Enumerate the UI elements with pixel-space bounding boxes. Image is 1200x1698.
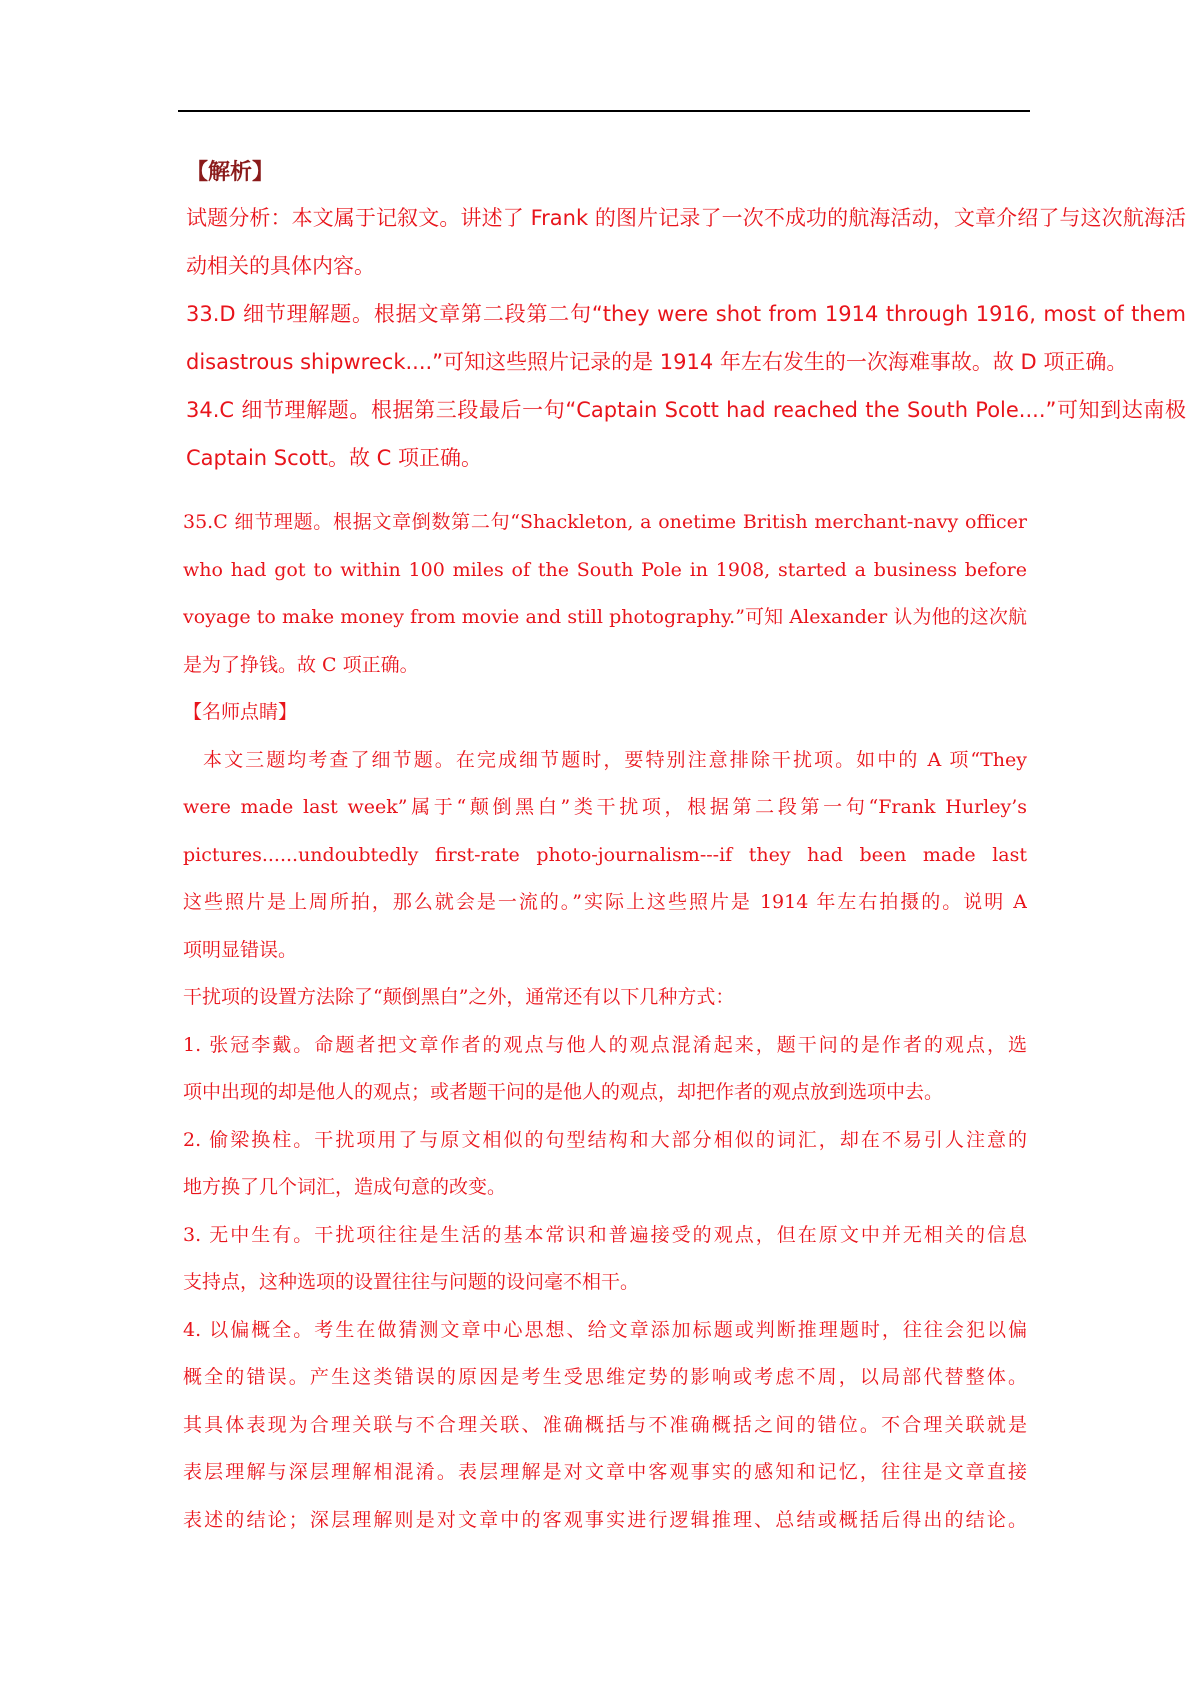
answer-35-line: voyage to make money from movie and still photography.”可知 Alexander 认为他的这次航 <box>183 606 1027 628</box>
analysis-line: 动相关的具体内容。 <box>186 254 375 278</box>
distractor-item-2-line: 地方换了几个词汇，造成句意的改变。 <box>183 1176 507 1198</box>
tips-paragraph-line: pictures......undoubtedly first-rate photo-journalism---if they had been made last <box>183 843 1027 866</box>
distractor-item-2-line: 2. 偷梁换柱。干扰项用了与原文相似的句型结构和大部分相似的词汇，却在不易引人注意的 <box>183 1128 1027 1151</box>
distractor-item-1-line: 项中出现的却是他人的观点；或者题干问的是他人的观点，却把作者的观点放到选项中去。 <box>183 1081 944 1103</box>
answer-35-line: 35.C 细节理题。根据文章倒数第二句“Shackleton, a onetime British merchant-navy officer <box>183 511 1027 533</box>
answer-34-line: Captain Scott。故 C 项正确。 <box>186 446 482 470</box>
tips-paragraph-line: 项明显错误。 <box>183 938 298 961</box>
distractor-intro-line: 干扰项的设置方法除了“颠倒黑白”之外，通常还有以下几种方式： <box>183 986 735 1008</box>
answer-35-line: 是为了挣钱。故 C 项正确。 <box>183 653 419 676</box>
analysis-line: 试题分析：本文属于记叙文。讲述了 Frank 的图片记录了一次不成功的航海活动，文章介绍了与这次航海活 <box>186 206 1186 230</box>
distractor-item-4-line: 其具体表现为合理关联与不合理关联、准确概括与不准确概括之间的错位。不合理关联就是 <box>183 1413 1027 1436</box>
teacher-tips-heading: 【名师点睛】 <box>183 701 298 723</box>
distractor-item-4-line: 表述的结论；深层理解则是对文章中的客观事实进行逻辑推理、总结或概括后得出的结论。 <box>183 1508 1027 1531</box>
explanation-body <box>183 499 1027 1544</box>
distractor-item-4-line: 概全的错误。产生这类错误的原因是考生受思维定势的影响或考虑不周，以局部代替整体。 <box>183 1366 1027 1388</box>
distractor-item-1-line: 1. 张冠李戴。命题者把文章作者的观点与他人的观点混淆起来，题干问的是作者的观点，选 <box>183 1033 1027 1056</box>
analysis-heading: 【解析】 <box>186 160 275 185</box>
answer-33-line: 33.D 细节理解题。根据文章第二段第二句“they were shot from 1914 through 1916, most of them <box>186 302 1186 326</box>
answer-33-line: disastrous shipwreck....”可知这些照片记录的是 1914 年左右发生的一次海难事故。故 D 项正确。 <box>186 350 1128 374</box>
tips-paragraph-line: 这些照片是上周所拍，那么就会是一流的。”实际上这些照片是 1914 年左右拍摄的。说明 A <box>183 891 1027 913</box>
answer-35-line: who had got to within 100 miles of the South Pole in 1908, started a business before <box>183 558 1027 581</box>
tips-paragraph-line: 本文三题均考查了细节题。在完成细节题时，要特别注意排除干扰项。如中的 A 项“They <box>203 748 1027 771</box>
distractor-item-4-line: 4. 以偏概全。考生在做猜测文章中心思想、给文章添加标题或判断推理题时，往往会犯以偏 <box>183 1318 1027 1341</box>
tips-paragraph-line: were made last week”属于“颠倒黑白”类干扰项，根据第二段第一句“Frank Hurley’s <box>183 796 1027 818</box>
distractor-item-3-line: 3. 无中生有。干扰项往往是生活的基本常识和普遍接受的观点，但在原文中并无相关的信息 <box>183 1223 1027 1246</box>
distractor-item-4-line: 表层理解与深层理解相混淆。表层理解是对文章中客观事实的感知和记忆，往往是文章直接 <box>183 1461 1027 1483</box>
distractor-item-3-line: 支持点，这种选项的设置往往与问题的设问毫不相干。 <box>183 1271 640 1293</box>
analysis-scan-block <box>186 152 1186 482</box>
header-rule <box>178 110 1030 112</box>
answer-34-line: 34.C 细节理解题。根据第三段最后一句“Captain Scott had reached the South Pole....”可知到达南极 <box>186 398 1186 422</box>
